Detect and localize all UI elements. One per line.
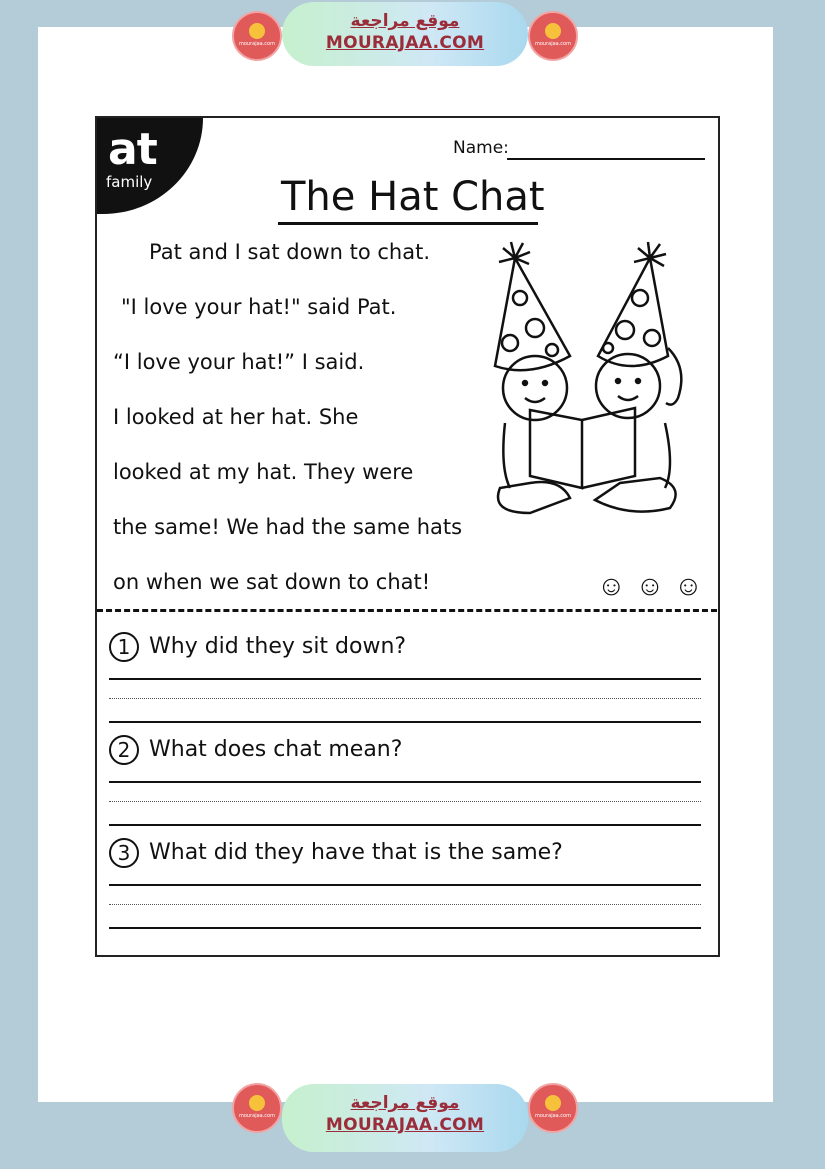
banner-site-link[interactable]: MOURAJAA.COM [325, 33, 485, 53]
site-logo-left-bottom[interactable] [232, 1083, 282, 1133]
question-1 [109, 632, 406, 662]
name-input-line[interactable] [507, 158, 705, 160]
answer-guide-line [109, 801, 701, 802]
question-text: Why did they sit down? [149, 634, 407, 659]
answer-line[interactable] [109, 678, 701, 680]
question-text: What does chat mean? [149, 737, 403, 762]
word-family-badge [97, 118, 203, 214]
banner-site-link[interactable]: MOURAJAA.COM [325, 1115, 485, 1135]
answer-line[interactable] [109, 781, 701, 783]
answer-guide-line [109, 904, 701, 905]
story-line: "I love your hat!" said Pat. [121, 295, 397, 319]
answer-line[interactable] [109, 927, 701, 929]
answer-line[interactable] [109, 824, 701, 826]
logo-caption: mourajaa.com [534, 1113, 571, 1119]
site-banner-top[interactable] [282, 2, 528, 66]
logo-icon [545, 23, 561, 39]
question-2 [109, 735, 402, 765]
story-line: Pat and I sat down to chat. [149, 240, 430, 264]
worksheet [95, 116, 720, 957]
title-underline [278, 222, 538, 225]
story-line: the same! We had the same hats [113, 515, 463, 539]
rating-smileys[interactable]: ☺☺☺ [597, 570, 713, 601]
logo-icon [249, 23, 265, 39]
story-line: “I love your hat!” I said. [113, 350, 365, 374]
banner-arabic-title[interactable]: موقع مراجعة [350, 1093, 460, 1113]
logo-caption: mourajaa.com [238, 1113, 275, 1119]
site-logo-right-bottom[interactable] [528, 1083, 578, 1133]
story-line: I looked at her hat. She [113, 405, 359, 429]
logo-icon [249, 1095, 265, 1111]
worksheet-title: The Hat Chat [281, 174, 545, 220]
story-line: looked at my hat. They were [113, 460, 414, 484]
story-line: on when we sat down to chat! [113, 570, 431, 594]
name-label: Name: [453, 138, 509, 158]
answer-line[interactable] [109, 721, 701, 723]
question-text: What did they have that is the same? [149, 840, 563, 865]
question-number: 2 [109, 735, 139, 765]
family-label: family [106, 173, 153, 191]
site-logo-right[interactable] [528, 11, 578, 61]
question-number: 3 [109, 838, 139, 868]
banner-arabic-title[interactable]: موقع مراجعة [350, 11, 460, 31]
site-logo-left[interactable] [232, 11, 282, 61]
logo-caption: mourajaa.com [238, 41, 275, 47]
family-word: at [108, 124, 157, 175]
section-divider [97, 609, 717, 612]
logo-caption: mourajaa.com [534, 41, 571, 47]
question-number: 1 [109, 632, 139, 662]
logo-icon [545, 1095, 561, 1111]
site-banner-bottom[interactable] [282, 1084, 528, 1152]
kids-party-hats-illustration [490, 238, 690, 518]
answer-guide-line [109, 698, 701, 699]
answer-line[interactable] [109, 884, 701, 886]
question-3 [109, 838, 563, 868]
